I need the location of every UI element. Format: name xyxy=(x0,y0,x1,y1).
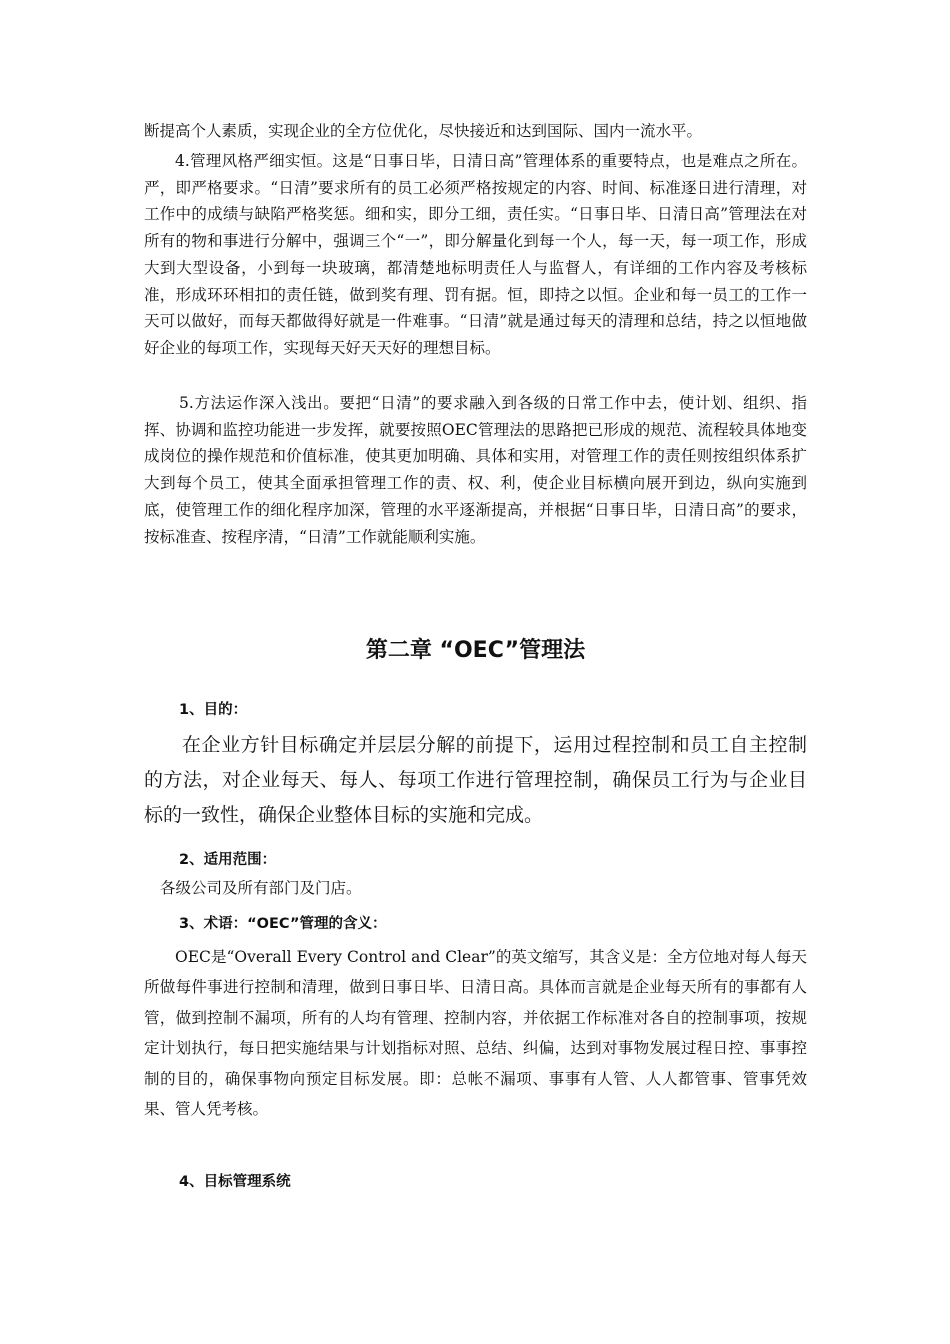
terms-heading: 3、术语：“OEC”管理的含义： xyxy=(179,916,387,932)
purpose-heading: 1、目的： xyxy=(179,702,248,718)
chapter-title: 第二章 “OEC”管理法 xyxy=(365,638,586,663)
item-4-paragraph: 4.管理风格严细实恒。这是“日事日毕，日清日高”管理体系的重要特点，也是难点之所在。严，即严格要求。“日清”要求所有的员工必须严格按规定的内容、时间、标准逐日进行清理，对工作中的成绩与缺陷严格奖惩。细和实，即分工细，责任实。“日事日毕、日清日高”管理法在对所有的物和事进行分解中，强调三个“一”，即分解量化到每一个人，每一天，每一项工作，形成大到大型设备，小到每一块玻璃，都清楚地标明责任人与监督人，有详细的工作内容及考核标准，形成环环相扣的责任链，做到奖有理、罚有据。恒，即持之以恒。企业和每一员工的工作一天可以做好，而每天都做得好就是一件难事。“日清”就是通过每天的清理和总结，持之以恒地做好企业的每项工作，实现每天好天天好的理想目标。 xyxy=(144,152,807,357)
terms-block xyxy=(144,942,807,1124)
scope-paragraph: 各级公司及所有部门及门店。 xyxy=(160,879,362,897)
terms-paragraph: OEC是“Overall Every Control and Clear”的英文缩写，其含义是：全方位地对每人每天所做每件事进行控制和清理，做到日事日毕、日清日高。具体而言就是企业每天所有的事都有人管，做到控制不漏项，所有的人均有管理、控制内容，并依据工作标准对各自的控制事项，按规定计划执行，每日把实施结果与计划指标对照、总结、纠偏，达到对事物发展过程日控、事事控制的目的，确保事物向预定目标发展。即：总帐不漏项、事事有人管、人人都管事、管事凭效果、管人凭考核。 xyxy=(144,948,807,1119)
item-5-paragraph: 5.方法运作深入浅出。要把“日清”的要求融入到各级的日常工作中去，使计划、组织、指挥、协调和监控功能进一步发挥，就要按照OEC管理法的思路把已形成的规范、流程较具体地变成岗位的操作规范和价值标准，使其更加明确、具体和实用，对管理工作的责任则按组织体系扩大到每个员工，使其全面承担管理工作的责、权、利，使企业目标横向展开到边，纵向实施到底，使管理工作的细化程序加深，管理的水平逐渐提高，并根据“日事日毕，日清日高”的要求，按标准查、按程序清，“日清”工作就能顺利实施。 xyxy=(144,394,807,546)
continuation-paragraph: 断提高个人素质，实现企业的全方位优化，尽快接近和达到国际、国内一流水平。 xyxy=(144,122,703,140)
purpose-paragraph: 在企业方针目标确定并层层分解的前提下，运用过程控制和员工自主控制的方法，对企业每天、每人、每项工作进行管理控制，确保员工行为与企业目标的一致性，确保企业整体目标的实施和完成。 xyxy=(144,734,807,826)
goal-heading: 4、目标管理系统 xyxy=(179,1174,291,1190)
scope-heading: 2、适用范围： xyxy=(179,852,277,868)
